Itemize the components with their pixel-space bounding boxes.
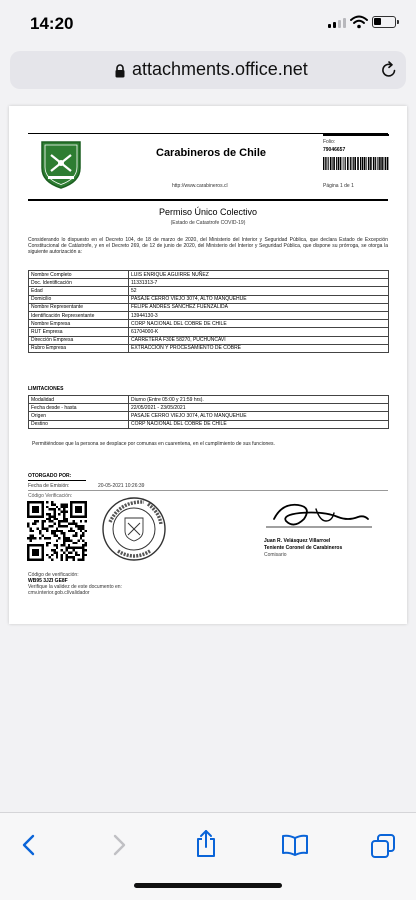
holder-details-table <box>28 270 389 353</box>
url-text[interactable]: attachments.office.net <box>132 59 308 79</box>
qr-code-icon <box>27 501 87 561</box>
table-row <box>29 303 389 311</box>
folio-label: Folio: <box>323 139 336 145</box>
verify-code: WB95 3JZI GE8F <box>28 578 68 584</box>
document-subtitle: (Estado de Catastrofe COVID-19) <box>170 220 246 226</box>
field-value: 11331313-7 <box>129 279 389 287</box>
table-row <box>29 344 389 352</box>
field-label: Fecha desde - hasta <box>29 404 129 412</box>
verify-code-label: Código de verificación: <box>28 572 79 578</box>
status-time: 14:20 <box>30 14 74 33</box>
field-value: PASAJE CERRO VIEJO 3074, ALTO MANQUEHUE <box>129 412 389 420</box>
field-label: Nombre Representante <box>29 303 129 311</box>
granted-rule <box>28 480 86 481</box>
carabineros-emblem-icon <box>36 138 86 190</box>
field-value: FELIPE ANDRÉS SÁNCHEZ FUENZALIDA <box>129 303 389 311</box>
forward-icon[interactable] <box>110 833 128 857</box>
field-value: CORP NACIONAL DEL COBRE DE CHILE <box>129 420 389 428</box>
field-value: Diurno (Entre 05:00 y 21:59 hrs). <box>129 396 389 404</box>
verify-instruction: Verifique la validez de este documento en: <box>28 584 122 590</box>
field-label: Doc. Identificación <box>29 279 129 287</box>
folio-number: 79046657 <box>323 147 346 153</box>
tabs-icon[interactable] <box>370 833 396 859</box>
field-label: Nombre Empresa <box>29 320 129 328</box>
field-value: CARRETERA F30E 58270, PUCHUNCAVÍ <box>129 336 389 344</box>
field-label: Rubro Empresa <box>29 344 129 352</box>
home-indicator <box>134 883 282 888</box>
field-value: CORP NACIONAL DEL COBRE DE CHILE <box>129 320 389 328</box>
folio-rule <box>323 134 389 136</box>
granted-by-heading: OTORGADO POR: <box>28 473 72 479</box>
wifi-icon <box>350 15 368 29</box>
field-label: Destino <box>29 420 129 428</box>
official-seal-icon <box>98 495 170 563</box>
field-label: Nombre Completo <box>29 271 129 279</box>
field-label: Domicilio <box>29 295 129 303</box>
browser-toolbar <box>0 812 416 900</box>
field-label: Origen <box>29 412 129 420</box>
table-row <box>29 320 389 328</box>
signature-icon <box>264 497 374 533</box>
emission-label: Fecha de Emisión: <box>28 483 70 489</box>
table-row <box>29 311 389 319</box>
address-bar[interactable] <box>10 51 406 89</box>
lock-icon <box>114 64 126 78</box>
field-value: 13944130-3 <box>129 311 389 319</box>
signer-role: Teniente Coronel de Carabineros <box>264 545 343 551</box>
signer-name: Juan R. Velásquez Villarroel <box>264 538 331 544</box>
signal-icon <box>328 18 346 28</box>
verification-code-label: Código Verificación: <box>28 493 73 499</box>
limitations-table <box>28 395 389 429</box>
table-row <box>29 328 389 336</box>
emission-rule <box>28 490 388 491</box>
limitations-heading: LIMITACIONES <box>28 386 64 392</box>
document-intro: Considerando lo dispuesto en el Decreto 104, de 18 de marzo de 2020, del Ministerio del Interior y Seguridad Pública, que declara Estado de Excepción Constitucional de Catástrofe, y en el Decreto 269, de 12 de junio de 2020, del Ministerio del Interior y Seguridad Pública, que dispone su prórroga, se otorga la siguiente autorización a: <box>28 237 388 255</box>
table-row <box>29 295 389 303</box>
field-value: 61704000-K <box>129 328 389 336</box>
reload-icon[interactable] <box>381 61 397 78</box>
table-row <box>29 336 389 344</box>
table-row <box>29 396 389 404</box>
table-row <box>29 271 389 279</box>
field-label: Identificación Representante <box>29 311 129 319</box>
bookmarks-icon[interactable] <box>281 833 309 857</box>
field-value: 22/05/2021 - 23/05/2021 <box>129 404 389 412</box>
table-row <box>29 412 389 420</box>
table-row <box>29 279 389 287</box>
barcode-icon <box>323 157 389 170</box>
field-value: 52 <box>129 287 389 295</box>
institution-name: Carabineros de Chile <box>156 147 267 159</box>
emission-date: 20-05-2021 10:26:39 <box>98 483 145 489</box>
table-row <box>29 404 389 412</box>
page-indicator: Página 1 de 1 <box>323 183 354 189</box>
field-value: LUIS ENRIQUE AGUIRRE NUÑEZ <box>129 271 389 279</box>
field-label: Dirección Empresa <box>29 336 129 344</box>
table-row <box>29 420 389 428</box>
institution-website: http://www.carabineros.cl <box>172 183 228 189</box>
back-icon[interactable] <box>20 833 38 857</box>
signer-title: Comisario <box>264 552 287 558</box>
document-title: Permiso Único Colectivo <box>158 207 258 217</box>
header-bottom-rule <box>28 199 388 201</box>
field-label: Edad <box>29 287 129 295</box>
share-icon[interactable] <box>194 829 218 859</box>
field-label: Modalidad <box>29 396 129 404</box>
field-label: RUT Empresa <box>29 328 129 336</box>
permission-note: Permitiéndose que la persona se desplace por comunas en cuarentena, en el cumplimiento de sus funciones. <box>32 441 275 447</box>
verify-link[interactable]: cmv.interior.gob.cl/validador <box>28 590 90 596</box>
battery-icon <box>372 16 396 28</box>
table-row <box>29 287 389 295</box>
status-bar <box>0 0 416 46</box>
field-value: EXTRACCIÓN Y PROCESAMIENTO DE COBRE <box>129 344 389 352</box>
field-value: PASAJE CERRO VIEJO 3074, ALTO MANQUEHUE <box>129 295 389 303</box>
